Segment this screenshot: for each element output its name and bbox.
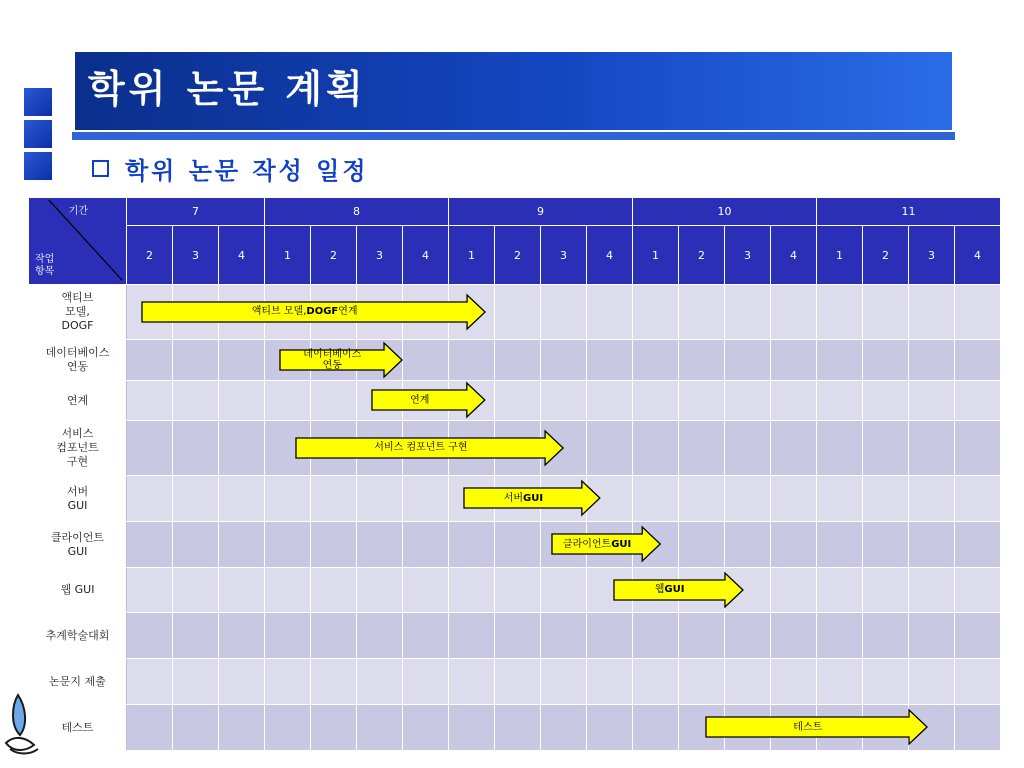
table-cell — [955, 340, 1001, 381]
table-cell — [495, 705, 541, 751]
task-arrow — [296, 431, 563, 465]
table-cell — [495, 381, 541, 421]
table-cell — [403, 568, 449, 613]
table-cell — [311, 476, 357, 522]
table-cell — [909, 476, 955, 522]
week-header: 3 — [541, 226, 587, 285]
square-bullet-icon — [92, 160, 109, 177]
week-header: 4 — [587, 226, 633, 285]
table-cell — [955, 613, 1001, 659]
decor-square-3 — [24, 152, 52, 180]
table-cell — [219, 421, 265, 476]
table-cell — [587, 381, 633, 421]
table-cell — [955, 568, 1001, 613]
table-cell — [587, 421, 633, 476]
table-cell — [863, 381, 909, 421]
table-cell — [863, 340, 909, 381]
week-header: 4 — [771, 226, 817, 285]
table-cell — [127, 381, 173, 421]
week-header: 4 — [403, 226, 449, 285]
table-cell — [863, 522, 909, 568]
week-header: 1 — [633, 226, 679, 285]
table-cell — [909, 381, 955, 421]
table-cell — [771, 381, 817, 421]
corner-cell — [29, 198, 127, 285]
table-cell — [127, 522, 173, 568]
row-label: 논문지 제출 — [29, 659, 127, 705]
table-cell — [587, 705, 633, 751]
table-cell — [955, 659, 1001, 705]
task-label: 서버 GUI — [503, 492, 544, 504]
table-cell — [587, 659, 633, 705]
table-cell — [495, 285, 541, 340]
table-cell — [403, 522, 449, 568]
table-cell — [541, 705, 587, 751]
week-header: 3 — [725, 226, 771, 285]
table-cell — [817, 285, 863, 340]
table-cell — [955, 476, 1001, 522]
table-cell — [449, 613, 495, 659]
task-label: 웹 GUI — [654, 584, 685, 595]
table-cell — [817, 522, 863, 568]
table-cell — [173, 522, 219, 568]
table-cell — [403, 476, 449, 522]
table-cell — [495, 613, 541, 659]
table-cell — [633, 659, 679, 705]
decor-square-1 — [24, 88, 52, 116]
table-cell — [173, 705, 219, 751]
table-cell — [357, 522, 403, 568]
table-cell — [403, 659, 449, 705]
table-cell — [863, 659, 909, 705]
table-cell — [725, 285, 771, 340]
table-row — [29, 568, 1001, 613]
task-label: 클라이언트 GUI — [562, 538, 632, 550]
table-cell — [357, 659, 403, 705]
table-cell — [863, 285, 909, 340]
table-cell — [219, 522, 265, 568]
corner-items-label: 작업 항목 — [35, 254, 55, 277]
table-cell — [771, 659, 817, 705]
table-cell — [541, 613, 587, 659]
table-cell — [863, 613, 909, 659]
table-cell — [955, 522, 1001, 568]
task-arrow — [464, 481, 600, 515]
week-header: 3 — [909, 226, 955, 285]
month-header: 9 — [449, 198, 633, 226]
table-cell — [541, 381, 587, 421]
table-cell — [817, 381, 863, 421]
table-cell — [679, 522, 725, 568]
table-cell — [817, 568, 863, 613]
table-cell — [311, 613, 357, 659]
table-cell — [725, 476, 771, 522]
table-cell — [955, 285, 1001, 340]
table-cell — [679, 381, 725, 421]
table-cell — [173, 568, 219, 613]
table-cell — [633, 705, 679, 751]
week-header: 4 — [219, 226, 265, 285]
week-header: 2 — [495, 226, 541, 285]
table-cell — [909, 659, 955, 705]
table-cell — [863, 568, 909, 613]
table-cell — [173, 659, 219, 705]
week-header: 2 — [311, 226, 357, 285]
row-label: 추계학술대회 — [29, 613, 127, 659]
table-cell — [219, 705, 265, 751]
table-cell — [909, 340, 955, 381]
table-cell — [817, 659, 863, 705]
table-cell — [127, 659, 173, 705]
table-cell — [771, 340, 817, 381]
table-cell — [679, 340, 725, 381]
month-header: 7 — [127, 198, 265, 226]
table-cell — [587, 613, 633, 659]
table-cell — [725, 421, 771, 476]
table-cell — [955, 381, 1001, 421]
table-cell — [219, 568, 265, 613]
week-header: 1 — [265, 226, 311, 285]
table-cell — [771, 568, 817, 613]
row-label: 서버 GUI — [29, 476, 127, 522]
row-label: 테스트 — [29, 705, 127, 751]
clipart-icon — [4, 685, 54, 760]
table-cell — [541, 659, 587, 705]
table-cell — [265, 522, 311, 568]
table-cell — [265, 705, 311, 751]
table-cell — [679, 421, 725, 476]
task-arrow — [552, 527, 660, 561]
table-cell — [679, 285, 725, 340]
task-label: 서비스 컴포넌트 구현 — [374, 442, 468, 453]
table-cell — [173, 421, 219, 476]
table-row — [29, 659, 1001, 705]
row-label: 웹 GUI — [29, 568, 127, 613]
table-cell — [311, 705, 357, 751]
task-label: 액티브 모델, DOGF 연계 — [251, 306, 358, 317]
table-cell — [863, 476, 909, 522]
table-cell — [633, 613, 679, 659]
header-row-months — [29, 198, 1001, 226]
table-cell — [679, 613, 725, 659]
table-cell — [449, 705, 495, 751]
table-cell — [311, 568, 357, 613]
table-cell — [771, 421, 817, 476]
title-underline — [72, 132, 955, 140]
task-label: 테스트 — [793, 721, 823, 733]
page-title: 학위 논문 계획 — [88, 67, 367, 111]
table-cell — [173, 476, 219, 522]
table-cell — [633, 340, 679, 381]
table-row — [29, 613, 1001, 659]
table-cell — [311, 659, 357, 705]
table-cell — [817, 340, 863, 381]
table-cell — [725, 659, 771, 705]
table-cell — [909, 285, 955, 340]
table-cell — [541, 340, 587, 381]
month-header: 11 — [817, 198, 1001, 226]
table-cell — [403, 340, 449, 381]
table-cell — [357, 568, 403, 613]
table-cell — [771, 285, 817, 340]
table-cell — [449, 340, 495, 381]
task-arrow — [372, 383, 485, 417]
table-cell — [403, 613, 449, 659]
table-cell — [587, 340, 633, 381]
task-arrow — [614, 573, 743, 607]
table-cell — [771, 522, 817, 568]
table-cell — [495, 340, 541, 381]
table-cell — [955, 705, 1001, 751]
table-cell — [127, 568, 173, 613]
table-cell — [173, 613, 219, 659]
week-header: 2 — [679, 226, 725, 285]
table-cell — [403, 705, 449, 751]
table-cell — [173, 381, 219, 421]
schedule-table — [28, 197, 1001, 751]
table-cell — [219, 476, 265, 522]
table-cell — [265, 613, 311, 659]
table-cell — [725, 522, 771, 568]
table-cell — [219, 659, 265, 705]
table-cell — [265, 381, 311, 421]
row-label: 액티브 모델, DOGF — [29, 285, 127, 340]
table-cell — [173, 340, 219, 381]
week-header: 2 — [127, 226, 173, 285]
table-cell — [311, 381, 357, 421]
table-cell — [679, 476, 725, 522]
table-cell — [495, 568, 541, 613]
table-cell — [587, 285, 633, 340]
table-cell — [449, 659, 495, 705]
row-label: 연계 — [29, 381, 127, 421]
task-arrow — [280, 343, 402, 377]
table-cell — [771, 613, 817, 659]
table-cell — [449, 568, 495, 613]
week-header: 2 — [863, 226, 909, 285]
table-cell — [357, 705, 403, 751]
table-cell — [127, 705, 173, 751]
table-cell — [909, 613, 955, 659]
table-cell — [127, 613, 173, 659]
month-header: 8 — [265, 198, 449, 226]
row-label: 클라이언트 GUI — [29, 522, 127, 568]
task-arrow — [142, 295, 485, 329]
table-cell — [219, 381, 265, 421]
table-cell — [219, 613, 265, 659]
week-header: 1 — [817, 226, 863, 285]
section-subtitle: 학위 논문 작성 일정 — [125, 157, 369, 185]
table-row — [29, 381, 1001, 421]
table-cell — [311, 522, 357, 568]
table-cell — [541, 568, 587, 613]
week-header: 3 — [357, 226, 403, 285]
decor-square-2 — [24, 120, 52, 148]
table-cell — [633, 285, 679, 340]
task-label: 데이터베이스 연동 — [303, 348, 362, 371]
table-cell — [449, 522, 495, 568]
table-cell — [863, 421, 909, 476]
table-cell — [909, 568, 955, 613]
header-row-weeks — [29, 226, 1001, 285]
week-header: 1 — [449, 226, 495, 285]
table-cell — [817, 476, 863, 522]
table-cell — [265, 568, 311, 613]
table-cell — [219, 340, 265, 381]
table-cell — [495, 659, 541, 705]
table-cell — [265, 476, 311, 522]
table-cell — [679, 659, 725, 705]
corner-period-label: 기간 — [68, 206, 88, 217]
table-cell — [127, 421, 173, 476]
row-label: 데이터베이스 연동 — [29, 340, 127, 381]
table-cell — [541, 285, 587, 340]
table-cell — [633, 421, 679, 476]
table-cell — [633, 381, 679, 421]
task-label: 연계 — [410, 394, 430, 406]
table-cell — [127, 340, 173, 381]
table-cell — [725, 613, 771, 659]
table-cell — [495, 522, 541, 568]
table-cell — [955, 421, 1001, 476]
row-label: 서비스 컴포넌트 구현 — [29, 421, 127, 476]
table-cell — [725, 340, 771, 381]
table-cell — [817, 613, 863, 659]
table-cell — [817, 421, 863, 476]
table-cell — [725, 381, 771, 421]
table-cell — [127, 476, 173, 522]
week-header: 3 — [173, 226, 219, 285]
table-cell — [357, 613, 403, 659]
table-cell — [265, 659, 311, 705]
table-row — [29, 340, 1001, 381]
table-cell — [357, 476, 403, 522]
week-header: 4 — [955, 226, 1001, 285]
table-cell — [909, 421, 955, 476]
table-cell — [633, 476, 679, 522]
task-arrow — [706, 710, 927, 744]
table-cell — [771, 476, 817, 522]
month-header: 10 — [633, 198, 817, 226]
table-cell — [909, 522, 955, 568]
table-row — [29, 522, 1001, 568]
